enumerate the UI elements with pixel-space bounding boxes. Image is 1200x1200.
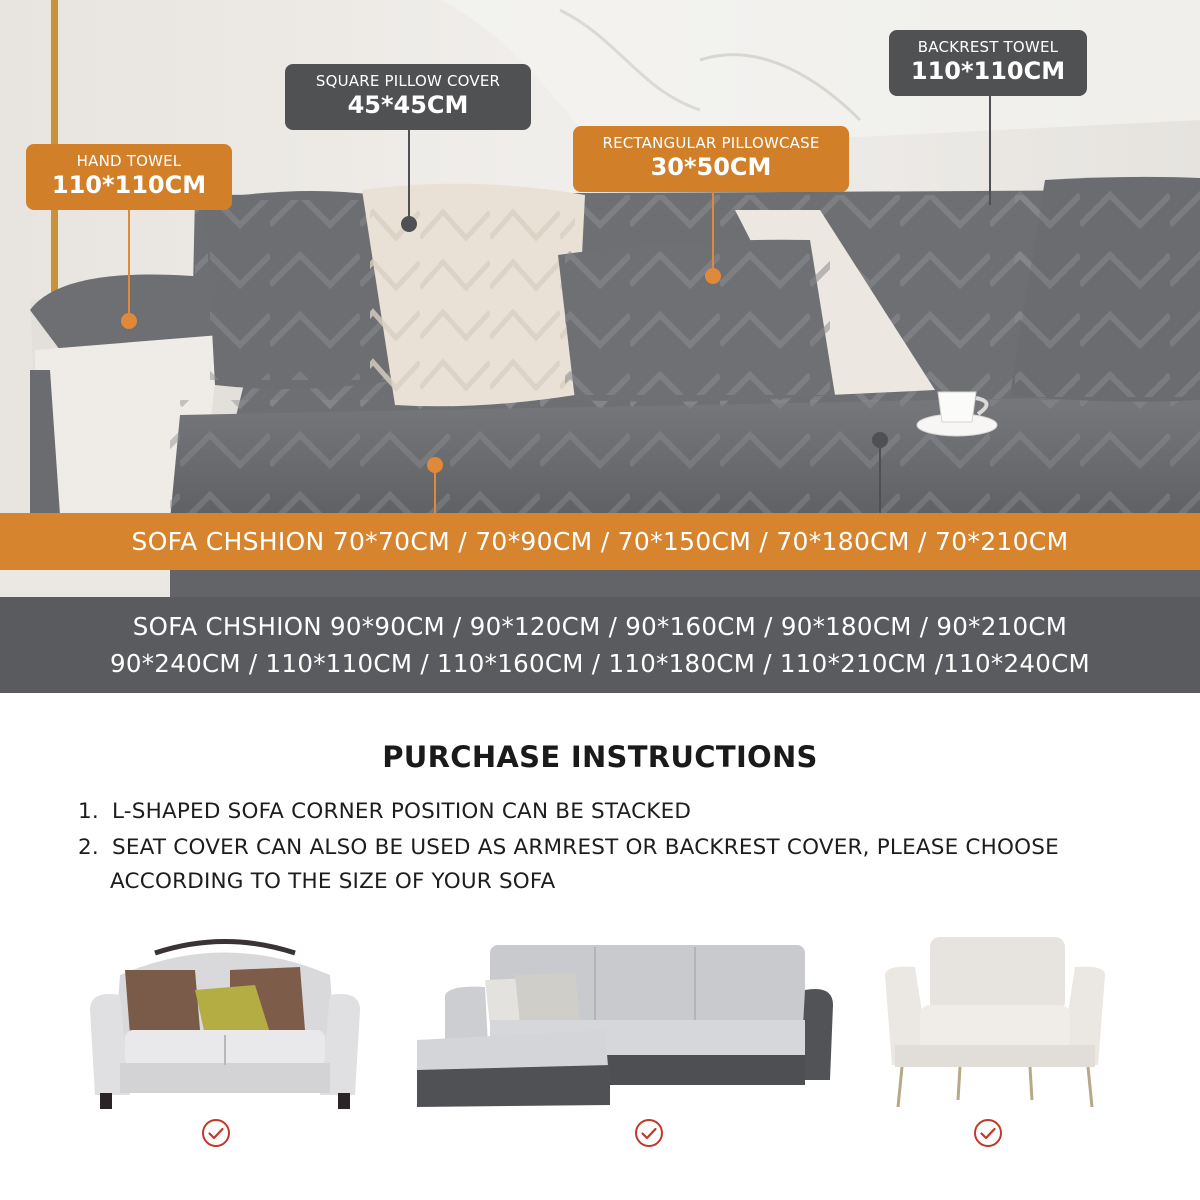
check-circle-icon xyxy=(634,1118,664,1148)
hand-towel-caption: HAND TOWEL xyxy=(76,152,182,170)
cushion-size-band-70: SOFA CHSHION 70*70CM / 70*90CM / 70*150CM / 70*180CM / 70*210CM xyxy=(0,513,1200,570)
instruction-number: 2. xyxy=(78,835,99,860)
check-circle-icon xyxy=(201,1118,231,1148)
backrest-towel-label xyxy=(889,30,1087,96)
cushion-sizes-line-1: SOFA CHSHION 90*90CM / 90*120CM / 90*160CM / 90*180CM / 90*210CM xyxy=(132,612,1068,641)
instruction-text: L-SHAPED SOFA CORNER POSITION CAN BE STACKED xyxy=(112,799,692,824)
instruction-item-2 xyxy=(78,831,1178,899)
armchair-image xyxy=(880,935,1110,1110)
backrest-towel-size: 110*110CM xyxy=(910,57,1066,85)
cushion-size-band-90-110 xyxy=(0,597,1200,693)
instruction-text: SEAT COVER CAN ALSO BE USED AS ARMREST OR BACKREST COVER, PLEASE CHOOSE xyxy=(112,835,1059,860)
square-pillow-label xyxy=(285,64,531,130)
rect-pillow-caption: RECTANGULAR PILLOWCASE xyxy=(602,134,820,152)
square-pillow-size: 45*45CM xyxy=(347,91,469,119)
purchase-instructions-title: PURCHASE INSTRUCTIONS xyxy=(382,740,818,774)
hand-towel-size: 110*110CM xyxy=(51,171,207,199)
instruction-number: 1. xyxy=(78,799,99,824)
check-circle-icon xyxy=(973,1118,1003,1148)
rect-pillow-size: 30*50CM xyxy=(650,153,772,181)
cushion-sizes-line-2: 90*240CM / 110*110CM / 110*160CM / 110*180CM / 110*210CM /110*240CM xyxy=(109,649,1090,678)
rect-pillow-label xyxy=(573,126,849,192)
sectional-sofa-image xyxy=(415,935,835,1110)
instruction-item-1 xyxy=(78,795,1178,829)
hand-towel-label xyxy=(26,144,232,210)
instruction-text-continued: ACCORDING TO THE SIZE OF YOUR SOFA xyxy=(110,869,556,894)
loveseat-image xyxy=(80,935,370,1110)
backrest-towel-caption: BACKREST TOWEL xyxy=(917,38,1059,56)
square-pillow-caption: SQUARE PILLOW COVER xyxy=(315,72,501,90)
